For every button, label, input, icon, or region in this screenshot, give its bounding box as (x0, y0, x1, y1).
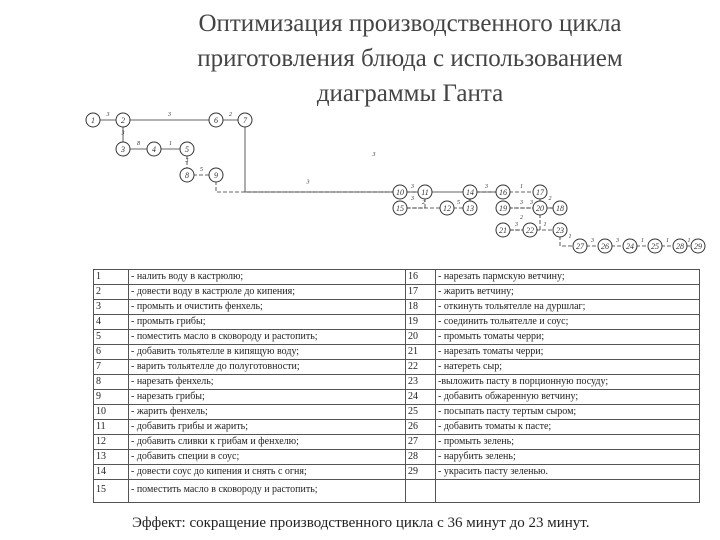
diagram-node (648, 239, 662, 253)
operation-text: - добавить обжаренную ветчину; (436, 390, 700, 405)
table-row (94, 360, 700, 375)
node-label: 20 (536, 204, 544, 213)
diagram-node (393, 201, 407, 215)
edge-duration-label: 2 (422, 200, 425, 206)
table-row (94, 270, 700, 285)
operation-number: 3 (94, 300, 129, 315)
operation-text: - довести воду в кастрюле до кипения; (129, 285, 406, 300)
node-label: 23 (556, 226, 564, 235)
table-row (94, 405, 700, 420)
node-label: 4 (152, 145, 156, 154)
edge-duration-label: 3 (485, 184, 488, 190)
table-row (94, 375, 700, 390)
edge-duration-label: 2 (229, 112, 232, 118)
diagram-node (147, 142, 161, 156)
table-row (94, 420, 700, 435)
node-label: 12 (443, 204, 451, 213)
diagram-edge (123, 112, 216, 120)
table-row (94, 390, 700, 405)
node-label: 1 (91, 116, 95, 125)
node-label: 8 (185, 171, 189, 180)
node-label: 5 (185, 145, 189, 154)
node-label: 25 (651, 242, 659, 251)
edge-duration-label: 3 (121, 130, 125, 137)
node-label: 14 (466, 188, 474, 197)
operation-number: 1 (94, 270, 129, 285)
diagram-node (463, 185, 477, 199)
diagram-node (533, 201, 547, 215)
edge-duration-label: 1 (666, 238, 669, 244)
operation-text: - добавить сливки к грибам и фенхелю; (129, 435, 406, 450)
node-label: 26 (601, 242, 609, 251)
operation-number: 2 (94, 285, 129, 300)
operation-number: 17 (406, 285, 436, 300)
operation-number: 14 (94, 465, 129, 480)
node-label: 18 (556, 204, 564, 213)
table-row (94, 330, 700, 345)
edge-duration-label: 3 (372, 152, 376, 158)
diagram-node (440, 201, 454, 215)
node-label: 27 (576, 242, 584, 251)
diagram-node (496, 201, 510, 215)
node-label: 24 (626, 242, 634, 251)
operation-number: 23 (406, 375, 436, 390)
diagram-node (553, 201, 567, 215)
operation-text: - поместить масло в сковороду и растопить; (129, 480, 406, 503)
node-label: 22 (526, 226, 534, 235)
node-label: 3 (121, 145, 125, 154)
edge-duration-label: 3 (530, 200, 533, 206)
table-row (94, 285, 700, 300)
edge-duration-label: 3 (168, 112, 171, 118)
node-label: 6 (214, 116, 218, 125)
operation-number: 6 (94, 345, 129, 360)
edge-duration-label: 5 (200, 167, 203, 173)
operation-number: 13 (94, 450, 129, 465)
operation-text: -выложить пасту в порционную посуду; (436, 375, 700, 390)
node-label: 15 (396, 204, 404, 213)
operation-number: 16 (406, 270, 436, 285)
operation-number: 19 (406, 315, 436, 330)
node-label: 21 (499, 226, 507, 235)
diagram-node (180, 142, 194, 156)
edge-duration-label: 2 (548, 196, 552, 202)
edge-duration-label: 3 (616, 238, 619, 244)
table-row (94, 300, 700, 315)
node-label: 9 (214, 171, 218, 180)
operation-number: 22 (406, 360, 436, 375)
operation-text: - добавить томаты к пасте; (436, 420, 700, 435)
edge-duration-label: 3 (520, 200, 523, 206)
diagram-node (463, 201, 477, 215)
operation-text: - нарезать грибы; (129, 390, 406, 405)
table-row (94, 465, 700, 480)
edge-duration-label: 5 (457, 200, 460, 206)
table-row (94, 435, 700, 450)
operation-number: 26 (406, 420, 436, 435)
edge-duration-label: 3 (411, 196, 414, 202)
diagram-node (116, 142, 130, 156)
operation-text: - промыть зелень; (436, 435, 700, 450)
diagram-node (553, 223, 567, 237)
diagram-node (393, 185, 407, 199)
edge-duration-label: 1 (543, 222, 547, 228)
node-label: 16 (499, 188, 507, 197)
diagram-node (598, 239, 612, 253)
operation-number: 4 (94, 315, 129, 330)
operation-text: - промыть грибы; (129, 315, 406, 330)
operation-text: - добавить тольятелле в кипящую воду; (129, 345, 406, 360)
operation-text: - соединить тольятелле и соус; (436, 315, 700, 330)
edge-duration-label: 8 (137, 141, 140, 147)
diagram-node (623, 239, 637, 253)
edge-duration-label: 3 (306, 179, 310, 186)
operation-number: 7 (94, 360, 129, 375)
table-row (94, 480, 700, 503)
table-row (94, 345, 700, 360)
operation-text: - добавить грибы и жарить; (129, 420, 406, 435)
operation-number: 11 (94, 420, 129, 435)
operation-text: - варить тольятелле до полуготовности; (129, 360, 406, 375)
operation-text: - посыпать пасту тертым сыром; (436, 405, 700, 420)
operation-number: 28 (406, 450, 436, 465)
operation-text: - жарить фенхель; (129, 405, 406, 420)
edge-duration-label: 3 (515, 222, 518, 228)
diagram-node (116, 113, 130, 127)
diagram-node (573, 239, 587, 253)
operation-text: - промыть томаты черри; (436, 330, 700, 345)
node-label: 19 (499, 204, 507, 213)
effect-text: Эффект: сокращение производственного цикла с 36 минут до 23 минут. (132, 515, 590, 531)
edge-duration-label: 1 (568, 234, 572, 240)
operation-number: 9 (94, 390, 129, 405)
edge-duration-label: 1 (169, 141, 172, 147)
operation-text: - промыть и очистить фенхель; (129, 300, 406, 315)
edge-duration-label: 1 (687, 238, 691, 244)
operation-number: 21 (406, 345, 436, 360)
operation-number: 27 (406, 435, 436, 450)
node-label: 28 (676, 242, 684, 251)
diagram-edge (216, 175, 400, 192)
operation-number: 29 (406, 465, 436, 480)
operation-number: 20 (406, 330, 436, 345)
edge-duration-label: 3 (411, 184, 414, 190)
operation-text: - нарезать томаты черри; (436, 345, 700, 360)
diagram-node (691, 239, 705, 253)
diagram-node (86, 113, 100, 127)
operation-number: 12 (94, 435, 129, 450)
operation-number: 25 (406, 405, 436, 420)
diagram-node (418, 185, 432, 199)
diagram-node (496, 185, 510, 199)
operation-number: 10 (94, 405, 129, 420)
node-label: 7 (243, 116, 247, 125)
operation-text: - нарезать пармскую ветчину; (436, 270, 700, 285)
edge-duration-label: 3 (106, 112, 110, 118)
operation-number: 15 (94, 480, 129, 503)
operation-number: 5 (94, 330, 129, 345)
edge-duration-label: 1 (641, 238, 644, 244)
table-row (94, 315, 700, 330)
edge-duration-label: 1 (520, 184, 523, 190)
operation-text: - натереть сыр; (436, 360, 700, 375)
operation-text: - жарить ветчину; (436, 285, 700, 300)
diagram-node (238, 113, 252, 127)
operation-text: - добавить специи в соус; (129, 450, 406, 465)
operation-number (406, 480, 436, 503)
operation-text: - довести соус до кипения и снять с огня; (129, 465, 406, 480)
page-title: Оптимизация производственного цикла приготовления блюда с использованием диаграммы Ганта (197, 10, 623, 107)
node-label: 10 (396, 188, 404, 197)
node-label: 29 (694, 242, 702, 251)
diagram-node (180, 168, 194, 182)
diagram-node (496, 223, 510, 237)
node-label: 13 (466, 204, 474, 213)
operation-text: - налить воду в кастрюлю; (129, 270, 406, 285)
operation-number: 24 (406, 390, 436, 405)
operation-text: - нарезать фенхель; (129, 375, 406, 390)
diagram-node (533, 185, 547, 199)
diagram-node (523, 223, 537, 237)
operation-number: 18 (406, 300, 436, 315)
operation-number: 8 (94, 375, 129, 390)
operation-text: - откинуть тольятелле на дуршлаг; (436, 300, 700, 315)
node-label: 17 (536, 188, 544, 197)
operations-table (93, 269, 700, 503)
operation-text: - украсить пасту зеленью. (436, 465, 700, 480)
diagram-edge (245, 120, 503, 192)
operation-text: - поместить масло в сковороду и растопить; (129, 330, 406, 345)
operation-text (436, 480, 700, 503)
node-label: 2 (121, 116, 125, 125)
edge-duration-label: 2 (520, 215, 523, 221)
edge-duration-label: 3 (185, 158, 189, 164)
diagram-node (673, 239, 687, 253)
operation-text: - нарубить зелень; (436, 450, 700, 465)
node-label: 11 (421, 188, 429, 197)
table-row (94, 450, 700, 465)
diagram-node (209, 113, 223, 127)
diagram-node (209, 168, 223, 182)
edge-duration-label: 3 (591, 238, 594, 244)
